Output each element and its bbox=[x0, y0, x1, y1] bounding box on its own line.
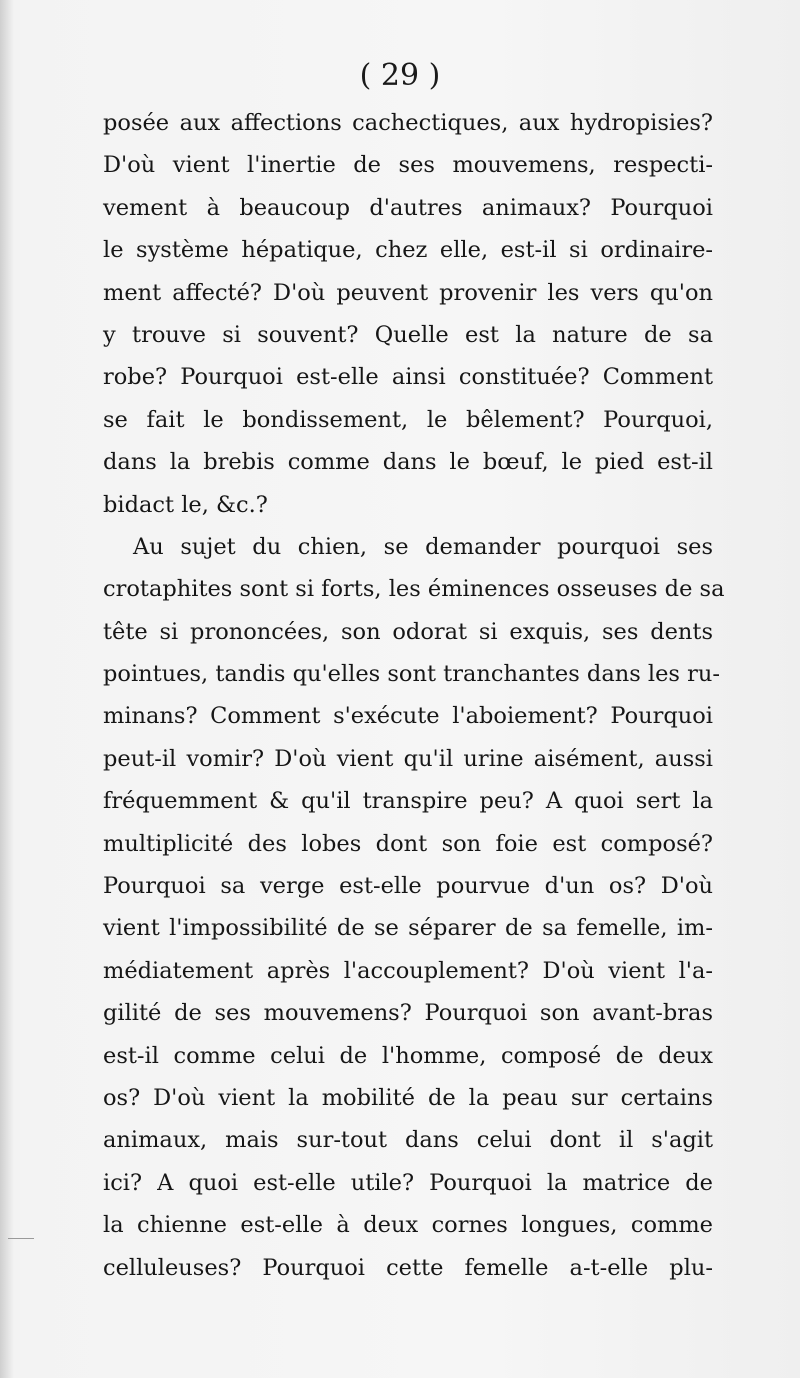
text-line: crotaphites sont si forts, les éminences osseuses de sa bbox=[103, 576, 725, 603]
text-line: animaux, mais sur-tout dans celui dont il s'agit bbox=[103, 1127, 713, 1154]
text-line: posée aux affections cachectiques, aux hydropisies? bbox=[103, 110, 713, 136]
text-line: multiplicité des lobes dont son foie est composé? bbox=[103, 830, 713, 857]
text-line: se fait le bondissement, le bêlement? Pourquoi, bbox=[103, 406, 713, 433]
text-line: fréquemment & qu'il transpire peu? A quoi sert la bbox=[103, 788, 713, 815]
paragraph-1 bbox=[103, 102, 713, 526]
text-line: Pourquoi sa verge est-elle pourvue d'un os? D'où bbox=[103, 873, 713, 900]
page-number: ( 29 ) bbox=[359, 58, 441, 93]
text-line: Au sujet du chien, se demander pourquoi ses bbox=[133, 533, 713, 560]
text-line: y trouve si souvent? Quelle est la nature de sa bbox=[103, 321, 713, 348]
text-line: D'où vient l'inertie de ses mouvemens, respecti- bbox=[103, 152, 713, 179]
text-line: vement à beaucoup d'autres animaux? Pourquoi bbox=[103, 194, 713, 221]
text-line: celluleuses? Pourquoi cette femelle a-t-elle plu- bbox=[103, 1254, 713, 1281]
text-line: vient l'impossibilité de se séparer de sa femelle, im- bbox=[103, 915, 713, 942]
text-line: dans la brebis comme dans le bœuf, le pied est-il bbox=[103, 449, 713, 476]
text-line: pointues, tandis qu'elles sont tranchantes dans les ru- bbox=[103, 661, 720, 688]
text-line: gilité de ses mouvemens? Pourquoi son avant-bras bbox=[103, 1000, 713, 1027]
text-line: robe? Pourquoi est-elle ainsi constituée? Comment bbox=[103, 364, 713, 391]
text-line: ment affecté? D'où peuvent provenir les vers qu'on bbox=[103, 279, 713, 306]
paragraph-2 bbox=[103, 526, 725, 1289]
body-text bbox=[103, 102, 725, 1289]
text-line: tête si prononcées, son odorat si exquis, ses dents bbox=[103, 618, 713, 645]
text-line: médiatement après l'accouplement? D'où vient l'a- bbox=[103, 957, 713, 984]
margin-mark bbox=[8, 1238, 34, 1239]
text-line: le système hépatique, chez elle, est-il si ordinaire- bbox=[103, 237, 713, 264]
text-line: minans? Comment s'exécute l'aboiement? Pourquoi bbox=[103, 703, 713, 730]
text-line: os? D'où vient la mobilité de la peau sur certains bbox=[103, 1084, 713, 1111]
text-line: ici? A quoi est-elle utile? Pourquoi la matrice de bbox=[103, 1169, 713, 1196]
text-line: peut-il vomir? D'où vient qu'il urine aisément, aussi bbox=[103, 745, 713, 772]
text-line: bidact le, &c.? bbox=[103, 491, 268, 518]
text-line: est-il comme celui de l'homme, composé de deux bbox=[103, 1042, 713, 1069]
text-line: la chienne est-elle à deux cornes longues, comme bbox=[103, 1212, 713, 1239]
